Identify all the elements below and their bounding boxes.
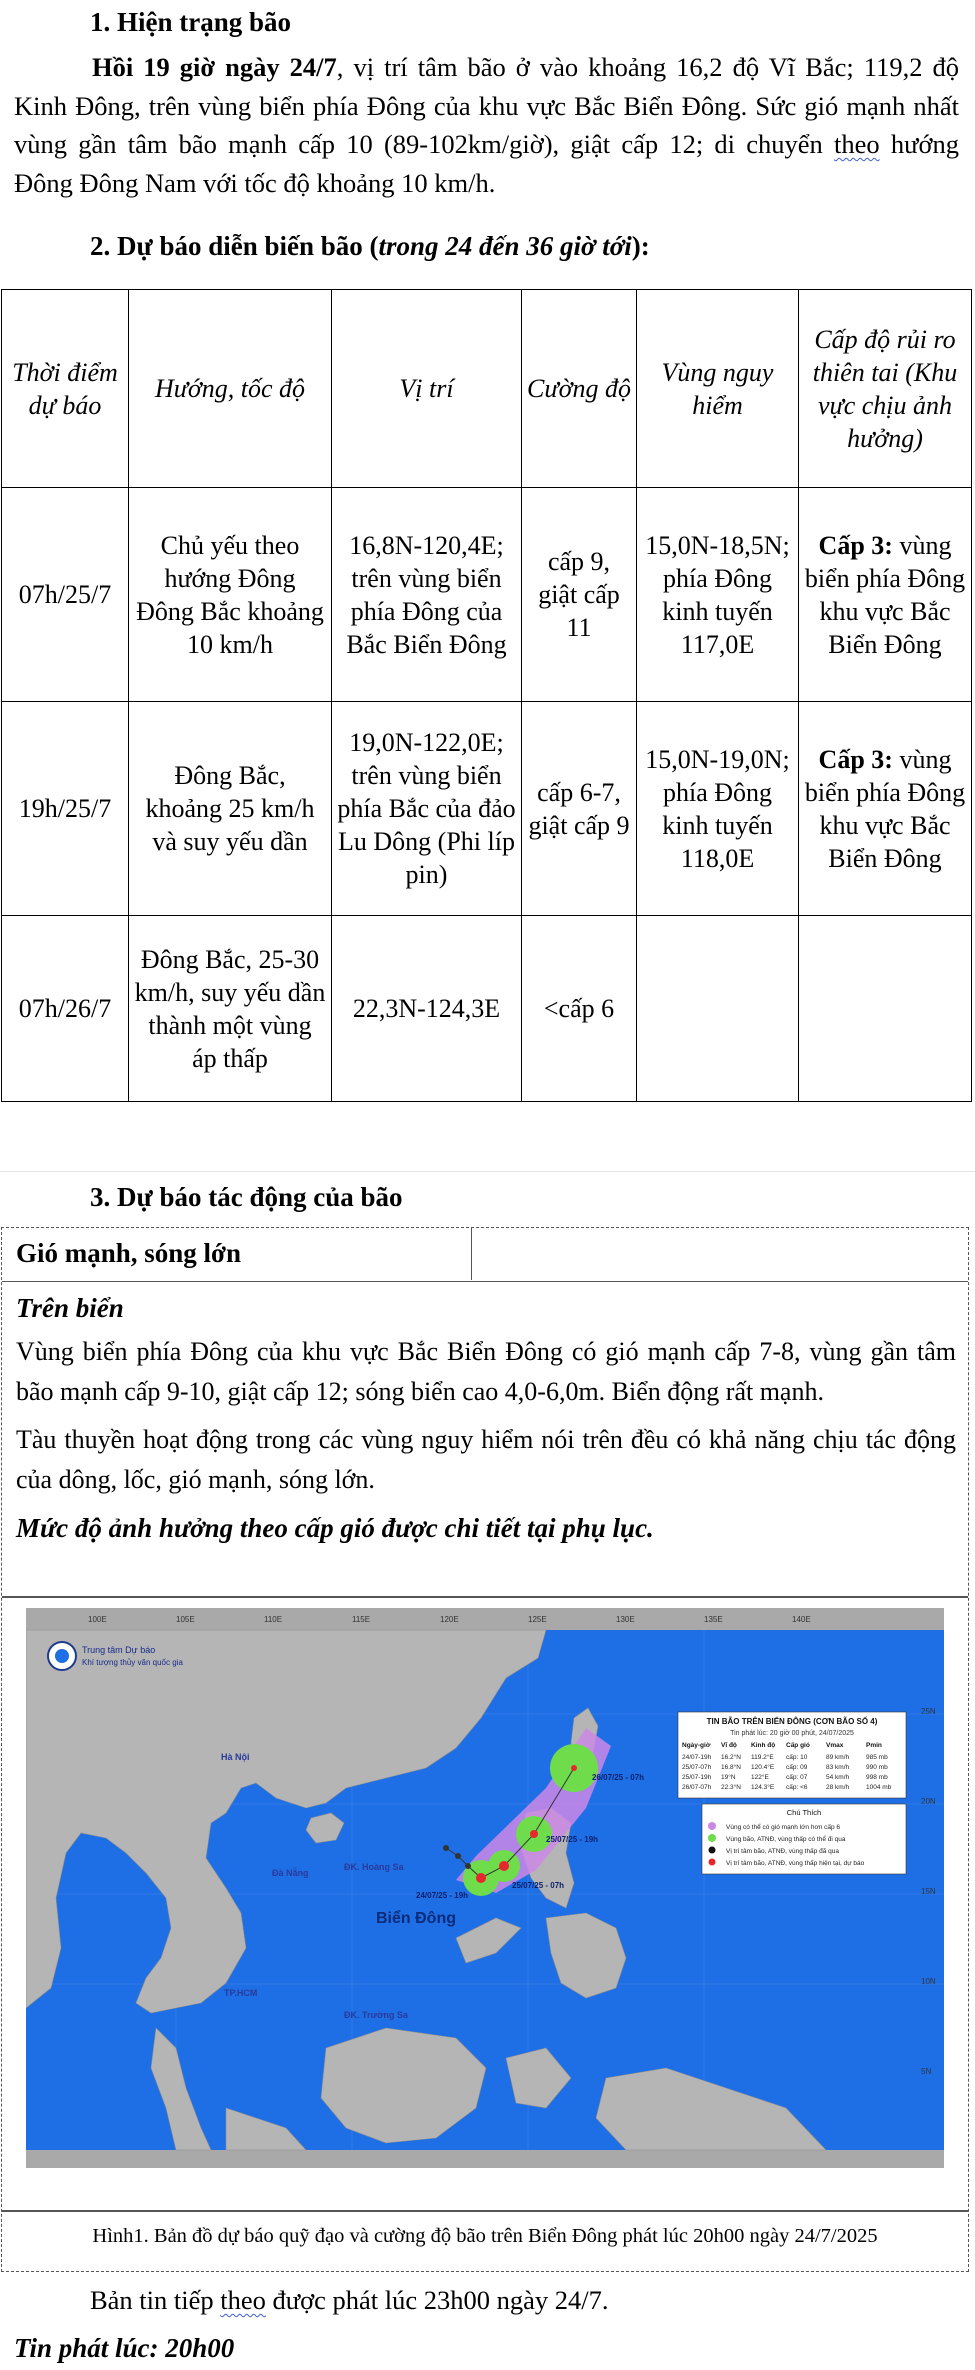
cell-intensity: <cấp 6 xyxy=(522,916,637,1102)
next-bulletin-note xyxy=(90,2282,609,2318)
header-position: Vị trí xyxy=(332,290,522,488)
place-truongsa: ĐK. Trường Sa xyxy=(344,2010,408,2020)
cell-position: 22,3N-124,3E xyxy=(332,916,522,1102)
legend-past-icon xyxy=(709,1847,716,1854)
table-row xyxy=(2,916,972,1102)
section1-paragraph xyxy=(14,48,959,202)
header-danger: Vùng nguy hiểm xyxy=(637,290,799,488)
impact-header-label: Gió mạnh, sóng lớn xyxy=(16,1238,242,1268)
impact-body-separator xyxy=(2,1596,968,1598)
lon-label: 115E xyxy=(352,1615,371,1624)
cell-direction: Đông Bắc, khoảng 25 km/h và suy yếu dần xyxy=(129,702,332,916)
place-biendong: Biển Đông xyxy=(376,1910,456,1927)
next-text-a: Bản tin tiếp xyxy=(90,2285,221,2315)
bulletin-header: Vmax xyxy=(826,1742,844,1749)
section1-text-a: , vị trí tâm bão ở vào khoảng 16,2 độ Vĩ Bắc; 119,2 độ Kinh Đông, trên vùng biển phía Đông của khu vực Bắc Biển Đông. Sức gió mạnh nhất vùng gần tâm bão mạnh cấp 10 (89-102km/giờ), giật cấp 12; di chuyển xyxy=(14,52,959,159)
impact-note: Mức độ ảnh hưởng theo cấp gió được chi tiết tại phụ lục. xyxy=(16,1513,654,1543)
bulletin-cell: 24/07-19h xyxy=(682,1754,712,1761)
header-risk: Cấp độ rủi ro thiên tai (Khu vực chịu ảnh hưởng) xyxy=(799,290,972,488)
agency-logo xyxy=(48,1642,76,1670)
legend-item: Vị trí tâm bão, ATNĐ, vùng thấp hiện tại, dự báo xyxy=(726,1860,865,1867)
bulletin-cell: 26/07-07h xyxy=(682,1784,712,1791)
risk-area: vùng biển phía Đông khu vực Bắc Biển Đông xyxy=(804,744,966,873)
place-tphcm: TP.HCM xyxy=(224,1988,258,1998)
storm-center-icon xyxy=(476,1873,486,1883)
section1-text-b: hướng Đông Đông Nam với tốc độ khoảng 10 km/h. xyxy=(14,129,959,198)
bulletin-header: Kinh độ xyxy=(751,1742,776,1749)
bulletin-cell: 120.4°E xyxy=(751,1764,775,1771)
bulletin-cell: 1004 mb xyxy=(866,1784,892,1791)
lon-label: 120E xyxy=(440,1615,459,1624)
cell-risk xyxy=(799,916,972,1102)
cell-danger: 15,0N-19,0N; phía Đông kinh tuyến 118,0E xyxy=(637,702,799,916)
cell-risk xyxy=(799,488,972,702)
bulletin-header: Vĩ độ xyxy=(721,1742,737,1749)
forecast-table xyxy=(1,289,972,1102)
place-hoangsa: ĐK. Hoàng Sa xyxy=(344,1862,404,1872)
cell-position: 19,0N-122,0E; trên vùng biển phía Bắc của đảo Lu Dông (Phi líp pin) xyxy=(332,702,522,916)
risk-level: Cấp 3: xyxy=(818,530,893,560)
bulletin-box xyxy=(678,1712,906,1798)
bulletin-cell: 22.3°N xyxy=(721,1784,741,1791)
cell-risk xyxy=(799,702,972,916)
place-hanoi: Hà Nội xyxy=(221,1752,250,1762)
lon-label: 140E xyxy=(792,1615,811,1624)
header-time: Thời điểm dự báo xyxy=(2,290,129,488)
impact-box xyxy=(1,1227,969,2272)
storm-center-icon xyxy=(499,1861,509,1871)
bulletin-cell: 16.8°N xyxy=(721,1764,741,1771)
forecast-header-row xyxy=(2,290,972,488)
storm-center-icon xyxy=(530,1830,538,1838)
bulletin-title: TIN BÃO TRÊN BIỂN ĐÔNG (CƠN BÃO SỐ 4) xyxy=(706,1717,878,1726)
bulletin-cell: 54 km/h xyxy=(826,1774,850,1781)
legend-item: Vùng có thể có gió mạnh lớn hơn cấp 6 xyxy=(726,1824,841,1831)
bulletin-cell: cấp: <6 xyxy=(786,1784,808,1791)
map-legend xyxy=(702,1804,906,1874)
legend-wind-icon xyxy=(708,1834,716,1842)
legend-title: Chú Thích xyxy=(786,1808,822,1817)
bulletin-cell: 985 mb xyxy=(866,1754,888,1761)
issued-time: Tin phát lúc: 20h00 xyxy=(14,2333,235,2363)
impact-subheading: Trên biển xyxy=(16,1293,124,1323)
impact-paragraph-1: Vùng biển phía Đông của khu vực Bắc Biển Đông có gió mạnh cấp 7-8, vùng gần tâm bão mạnh cấp 9-10, giật cấp 12; sóng biển cao 4,0-6,0m. Biển động rất mạnh. xyxy=(16,1337,956,1406)
impact-header-cell xyxy=(2,1228,472,1280)
figure-caption: Hình1. Bản đồ dự báo quỹ đạo và cường độ bão trên Biển Đông phát lúc 20h00 ngày 24/7/2025 xyxy=(92,2225,878,2247)
bulletin-cell: 25/07-19h xyxy=(682,1774,712,1781)
storm-center-icon xyxy=(571,1765,577,1771)
lon-label: 135E xyxy=(704,1615,723,1624)
section1-title: 1. Hiện trạng bão xyxy=(90,7,292,37)
section2-title-bold: 2. Dự báo diễn biến bão ( xyxy=(90,231,379,261)
track-label: 24/07/25 - 19h xyxy=(416,1891,469,1900)
section2-title xyxy=(90,230,650,262)
page-divider xyxy=(0,1171,975,1172)
section1-lead: Hồi 19 giờ ngày 24/7 xyxy=(92,52,337,82)
bulletin-header: Ngày-giờ xyxy=(682,1742,711,1749)
section2-title-italic: trong 24 đến 36 giờ tới xyxy=(378,231,632,261)
cell-time: 07h/25/7 xyxy=(2,488,129,702)
agency-name-2: Khí tượng thủy văn quốc gia xyxy=(82,1658,183,1667)
header-intensity: Cường độ xyxy=(522,290,637,488)
impact-paragraph-2: Tàu thuyền hoạt động trong các vùng nguy hiểm nói trên đều có khả năng chịu tác động của dông, lốc, gió mạnh, sóng lớn. xyxy=(16,1425,956,1494)
bulletin-cell: 122°E xyxy=(751,1774,769,1781)
lon-label: 105E xyxy=(176,1615,195,1624)
place-danang: Đà Nẵng xyxy=(272,1868,309,1878)
risk-area: vùng biển phía Đông khu vực Bắc Biển Đông xyxy=(804,530,966,659)
lat-label: 5N xyxy=(921,2067,932,2076)
legend-item: Vùng bão, ATNĐ, vùng thấp có thể đi qua xyxy=(726,1836,846,1843)
bulletin-cell: 19°N xyxy=(721,1774,736,1781)
lon-label: 130E xyxy=(616,1615,635,1624)
lon-label: 125E xyxy=(528,1615,547,1624)
lat-label: 15N xyxy=(921,1887,936,1896)
bulletin-cell: 16.2°N xyxy=(721,1754,741,1761)
legend-item: Vị trí tâm bão, ATNĐ, vùng thấp đã qua xyxy=(726,1848,839,1855)
track-label: 25/07/25 - 19h xyxy=(546,1835,599,1844)
table-row xyxy=(2,702,972,916)
section2-title-end: ): xyxy=(631,231,650,261)
header-direction: Hướng, tốc độ xyxy=(129,290,332,488)
bulletin-cell: cấp: 09 xyxy=(786,1764,808,1771)
impact-body xyxy=(16,1288,956,1548)
lon-label: 100E xyxy=(88,1615,107,1624)
cell-danger xyxy=(637,916,799,1102)
bulletin-cell: cấp: 07 xyxy=(786,1774,808,1781)
bulletin-cell: 89 km/h xyxy=(826,1754,850,1761)
table-row xyxy=(2,488,972,702)
lat-label: 25N xyxy=(921,1707,936,1716)
next-underlined-word: theo xyxy=(220,2285,266,2315)
cell-time: 07h/26/7 xyxy=(2,916,129,1102)
lon-label: 110E xyxy=(264,1615,283,1624)
track-label: 26/07/25 - 07h xyxy=(592,1773,645,1782)
bulletin-cell: 990 mb xyxy=(866,1764,888,1771)
cell-time: 19h/25/7 xyxy=(2,702,129,916)
next-text-b: được phát lúc 23h00 ngày 24/7. xyxy=(265,2285,609,2315)
bulletin-issued: Tin phát lúc: 20 giờ 00 phút, 24/07/2025 xyxy=(730,1730,854,1737)
bulletin-cell: 28 km/h xyxy=(826,1784,850,1791)
cell-position: 16,8N-120,4E; trên vùng biển phía Đông của Bắc Biển Đông xyxy=(332,488,522,702)
risk-level: Cấp 3: xyxy=(818,744,893,774)
storm-track-map xyxy=(26,1608,944,2168)
section3-title: 3. Dự báo tác động của bão xyxy=(90,1182,403,1212)
bulletin-header: Cấp gió xyxy=(786,1742,810,1749)
agency-name-1: Trung tâm Dự báo xyxy=(82,1645,156,1655)
legend-current-icon xyxy=(709,1859,716,1866)
bulletin-header: Pmin xyxy=(866,1742,882,1749)
bulletin-cell: 998 mb xyxy=(866,1774,888,1781)
cell-danger: 15,0N-18,5N; phía Đông kinh tuyến 117,0E xyxy=(637,488,799,702)
legend-cone-icon xyxy=(708,1822,716,1830)
bulletin-cell: 124.3°E xyxy=(751,1784,775,1791)
bulletin-cell: 119.2°E xyxy=(751,1754,774,1761)
bulletin-cell: 83 km/h xyxy=(826,1764,850,1771)
track-label: 25/07/25 - 07h xyxy=(512,1881,565,1890)
caption-separator xyxy=(2,2210,968,2212)
bulletin-cell: 25/07-07h xyxy=(682,1764,712,1771)
section1-underlined-word: theo xyxy=(834,129,880,159)
bulletin-cell: cấp: 10 xyxy=(786,1754,808,1761)
lat-label: 10N xyxy=(921,1977,936,1986)
lat-label: 20N xyxy=(921,1797,936,1806)
impact-header xyxy=(2,1228,968,1282)
cell-direction: Đông Bắc, 25-30 km/h, suy yếu dần thành một vùng áp thấp xyxy=(129,916,332,1102)
cell-intensity: cấp 9, giật cấp 11 xyxy=(522,488,637,702)
cell-intensity: cấp 6-7, giật cấp 9 xyxy=(522,702,637,916)
cell-direction: Chủ yếu theo hướng Đông Đông Bắc khoảng 10 km/h xyxy=(129,488,332,702)
